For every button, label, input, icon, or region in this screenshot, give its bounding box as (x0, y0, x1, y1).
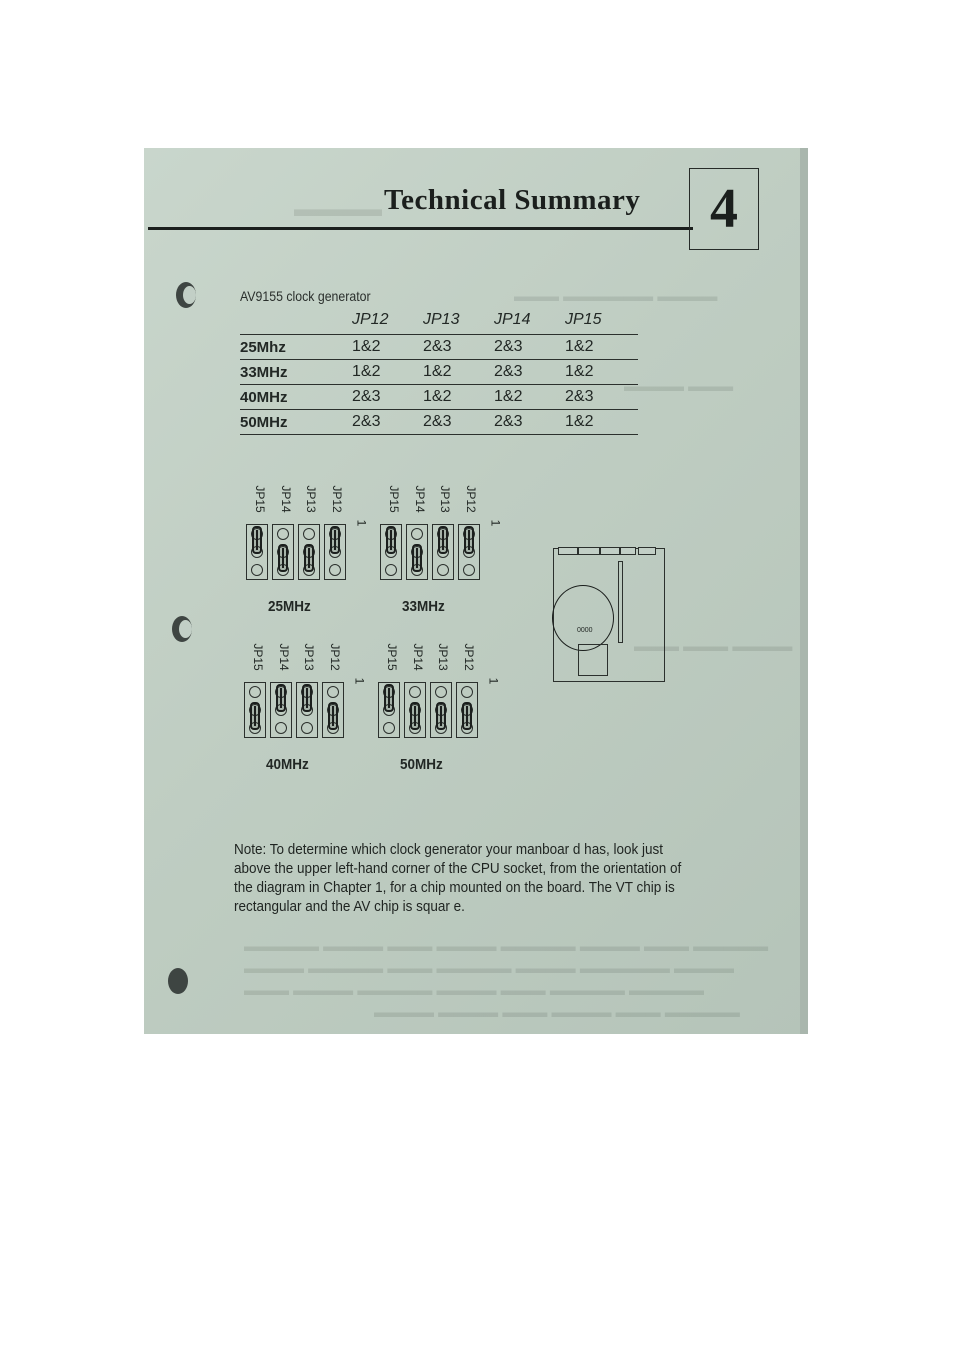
jumper-pin (385, 564, 397, 576)
jumper-label-text: JP14 (411, 643, 425, 671)
table-cell: 1&2 (352, 335, 423, 360)
motherboard-diagram (553, 548, 665, 682)
table-cell: 1&2 (565, 360, 638, 385)
jumper-pin (463, 564, 475, 576)
jumper-block (244, 682, 266, 738)
jumper-block (296, 682, 318, 738)
jumper-label-text: JP13 (436, 643, 450, 671)
jumper-cap (386, 526, 396, 554)
pin-one-marker: 1 (486, 677, 501, 685)
pin-one-marker: 1 (354, 519, 369, 527)
table-cell: 2&3 (423, 335, 494, 360)
table-cell: 1&2 (494, 385, 565, 410)
jumper-label (251, 482, 269, 516)
jumper-group (380, 482, 510, 622)
jumper-label-text: JP15 (387, 485, 401, 513)
binder-hole-icon (176, 282, 196, 308)
jumper-label-text: JP15 (251, 643, 265, 671)
jumper-block (324, 524, 346, 580)
jumper-pin (437, 564, 449, 576)
jumper-block (430, 682, 452, 738)
board-slot (620, 547, 636, 555)
jumper-block (322, 682, 344, 738)
frequency-label: 33MHz (402, 598, 445, 615)
jumper-label-text: JP13 (438, 485, 452, 513)
frequency-label: 50MHz (400, 756, 443, 773)
jumper-label-text: JP12 (464, 485, 478, 513)
table-row (240, 360, 638, 385)
cpu-socket (552, 585, 614, 651)
board-slot (638, 547, 656, 555)
bleed-through-text: ▬▬▬▬ (294, 196, 382, 221)
column-header: JP12 (352, 310, 423, 335)
jumper-label (277, 482, 295, 516)
jumper-cap (438, 526, 448, 554)
table-cell: 2&3 (494, 335, 565, 360)
jumper-group (246, 482, 376, 622)
page-title: Technical Summary (384, 184, 641, 216)
column-header (240, 310, 352, 335)
jumper-block (432, 524, 454, 580)
table-cell: 2&3 (494, 360, 565, 385)
column-header: JP15 (565, 310, 638, 335)
jumper-label (328, 482, 346, 516)
table-row (240, 410, 638, 435)
jumper-label (460, 640, 478, 674)
jumper-label (436, 482, 454, 516)
jumper-label-text: JP15 (385, 643, 399, 671)
board-slot (578, 547, 600, 555)
table-cell: 2&3 (352, 385, 423, 410)
jumper-pin (303, 528, 315, 540)
bleed-through-text: ▬▬▬ ▬▬▬▬ ▬▬▬▬▬ ▬▬▬▬ ▬▬▬ ▬▬▬▬▬ ▬▬▬▬▬ (244, 982, 705, 999)
document-photo (144, 148, 808, 1034)
jumper-block (406, 524, 428, 580)
pin-one-marker: 1 (352, 677, 367, 685)
jumper-block (458, 524, 480, 580)
jumper-cap (436, 702, 446, 730)
jumper-label (383, 640, 401, 674)
binder-hole-icon (172, 616, 192, 642)
table-cell: 2&3 (494, 410, 565, 435)
jumper-cap (276, 684, 286, 712)
table-cell: 1&2 (423, 385, 494, 410)
jumper-block (380, 524, 402, 580)
chip-label: 0000 (577, 627, 593, 634)
jumper-pin (409, 686, 421, 698)
jumper-pin (249, 686, 261, 698)
jumper-label (300, 640, 318, 674)
jumper-label (275, 640, 293, 674)
jumper-label (326, 640, 344, 674)
table-cell: 2&3 (423, 410, 494, 435)
board-slot (558, 547, 578, 555)
table-cell: 1&2 (423, 360, 494, 385)
jumper-cap (330, 526, 340, 554)
jumper-pin (275, 722, 287, 734)
table-cell: 1&2 (352, 360, 423, 385)
jumper-label (302, 482, 320, 516)
jumper-cap (464, 526, 474, 554)
note-paragraph: Note: To determine which clock generator your manboar d has, look just above the upper left-hand corner of the CPU socket, from the orientation of the diagram in Chapter 1, for a chip mounted on the board. The VT chip is rectangular and the AV chip is squar e. (234, 841, 682, 915)
jumper-cap (462, 702, 472, 730)
jumper-label-text: JP14 (277, 643, 291, 671)
clock-settings-table (240, 310, 638, 435)
row-frequency: 50MHz (240, 410, 352, 435)
jumper-label-text: JP14 (279, 485, 293, 513)
table-row (240, 385, 638, 410)
jumper-label-text: JP14 (413, 485, 427, 513)
jumper-cap (302, 684, 312, 712)
jumper-pin (327, 686, 339, 698)
jumper-label-text: JP12 (328, 643, 342, 671)
jumper-pin (329, 564, 341, 576)
jumper-cap (384, 684, 394, 712)
jumper-label-text: JP13 (304, 485, 318, 513)
jumper-block (456, 682, 478, 738)
jumper-label (462, 482, 480, 516)
jumper-pin (251, 564, 263, 576)
frequency-label: 25MHz (268, 598, 311, 615)
column-header: JP13 (423, 310, 494, 335)
bleed-through-text: ▬▬▬ ▬▬▬ ▬▬▬▬ (634, 638, 793, 655)
jumper-label (385, 482, 403, 516)
jumper-label-text: JP12 (330, 485, 344, 513)
pin-one-marker: 1 (488, 519, 503, 527)
jumper-block (270, 682, 292, 738)
jumper-block (378, 682, 400, 738)
jumper-cap (304, 544, 314, 572)
board-expansion-slot (618, 561, 623, 643)
jumper-label (409, 640, 427, 674)
table-caption: AV9155 clock generator (240, 288, 371, 304)
jumper-pin (277, 528, 289, 540)
jumper-label-text: JP15 (253, 485, 267, 513)
table-cell: 1&2 (565, 335, 638, 360)
frequency-label: 40MHz (266, 756, 309, 773)
bleed-through-text: ▬▬▬ ▬▬▬▬▬▬ ▬▬▬▬ (514, 288, 718, 305)
binder-hole-icon (168, 968, 188, 994)
jumper-label (434, 640, 452, 674)
bleed-through-text: ▬▬▬▬▬ ▬▬▬▬ ▬▬▬ ▬▬▬▬ ▬▬▬▬▬ ▬▬▬▬ ▬▬▬ ▬▬▬▬▬ (244, 938, 769, 955)
jumper-cap (410, 702, 420, 730)
bleed-through-text: ▬▬▬▬ ▬▬▬ (624, 378, 734, 395)
page-edge (800, 148, 808, 1034)
board-slot (600, 547, 620, 555)
jumper-block (272, 524, 294, 580)
jumper-group (378, 640, 508, 780)
row-frequency: 25Mhz (240, 335, 352, 360)
row-frequency: 40MHz (240, 385, 352, 410)
jumper-pin (411, 528, 423, 540)
jumper-cap (252, 526, 262, 554)
table-cell: 1&2 (565, 410, 638, 435)
table-cell: 2&3 (565, 385, 638, 410)
clock-chip (578, 644, 608, 676)
jumper-label (411, 482, 429, 516)
bleed-through-text: ▬▬▬▬ ▬▬▬▬ ▬▬▬ ▬▬▬▬ ▬▬▬ ▬▬▬▬▬ (374, 1004, 740, 1021)
jumper-cap (250, 702, 260, 730)
jumper-pin (461, 686, 473, 698)
jumper-pin (301, 722, 313, 734)
column-header: JP14 (494, 310, 565, 335)
jumper-label-text: JP12 (462, 643, 476, 671)
jumper-block (246, 524, 268, 580)
jumper-cap (278, 544, 288, 572)
table-cell: 2&3 (352, 410, 423, 435)
jumper-block (298, 524, 320, 580)
table-header-row (240, 310, 638, 335)
bleed-through-text: ▬▬▬▬ ▬▬▬▬▬ ▬▬▬ ▬▬▬▬▬ ▬▬▬▬ ▬▬▬▬▬▬ ▬▬▬▬ (244, 960, 735, 977)
jumper-block (404, 682, 426, 738)
jumper-cap (328, 702, 338, 730)
jumper-cap (412, 544, 422, 572)
jumper-label-text: JP13 (302, 643, 316, 671)
jumper-pin (435, 686, 447, 698)
chapter-number-badge: 4 (689, 168, 759, 250)
table-row (240, 335, 638, 360)
header-rule (148, 227, 693, 230)
row-frequency: 33MHz (240, 360, 352, 385)
jumper-label (249, 640, 267, 674)
jumper-pin (383, 722, 395, 734)
jumper-group (244, 640, 374, 780)
